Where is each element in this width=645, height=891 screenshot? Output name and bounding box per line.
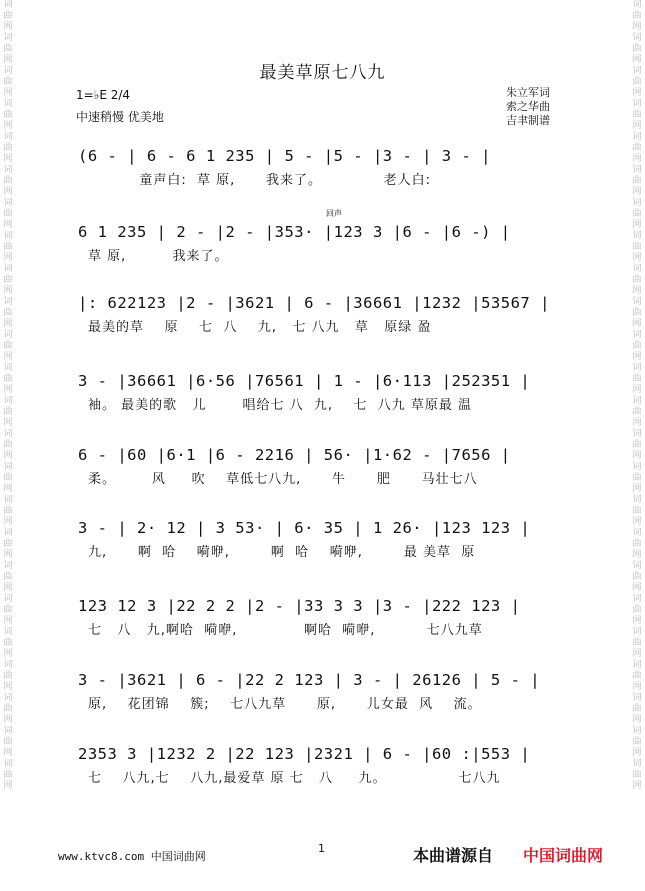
watermark-left: 词曲网词曲网词曲网词曲网词曲网词曲网词曲网词曲网词曲网词曲网词曲网词曲网词曲网词曲网词曲网词曲网词曲网词曲网词曲网词曲网词曲网词曲网词曲网词曲网: [3, 0, 13, 791]
lyricist-credit: 朱立军词: [506, 86, 550, 99]
notation-line: 6 1 235 | 2 - |2 - |353· |123 3 |6 - |6 -) |: [78, 223, 511, 241]
page-number: 1: [318, 842, 325, 855]
source-label: 本曲谱源自: [413, 846, 494, 865]
lyric-line: 原, 花团锦 簇; 七八九草 原, 儿女最 风 流。: [88, 697, 482, 712]
lyric-line: 草 原, 我来了。: [88, 249, 229, 264]
tempo-marking: 中速稍慢 优美地: [76, 110, 164, 124]
echo-cue: 回声: [326, 209, 342, 218]
lyric-line: 柔。 风 吹 草低七八九, 牛 肥 马壮七八: [88, 472, 478, 487]
brand-logo[interactable]: 中国词曲网: [523, 846, 604, 865]
song-title: 最美草原七八九: [259, 63, 386, 83]
notation-line: |: 622123 |2 - |3621 | 6 - |36661 |1232 |53567 |: [78, 294, 550, 312]
composer-credit: 索之华曲: [506, 100, 550, 113]
notation-line: 123 12 3 |22 2 2 |2 - |33 3 3 |3 - |222 123 |: [78, 597, 521, 615]
arranger-credit: 吉聿制谱: [506, 114, 550, 127]
watermark-right: 词曲网词曲网词曲网词曲网词曲网词曲网词曲网词曲网词曲网词曲网词曲网词曲网词曲网词曲网词曲网词曲网词曲网词曲网词曲网词曲网词曲网词曲网词曲网词曲网: [632, 0, 642, 791]
notation-line: 3 - |3621 | 6 - |22 2 123 | 3 - | 26126 | 5 - |: [78, 671, 541, 689]
lyric-line: 童声白: 草 原, 我来了。 老人白:: [88, 173, 431, 188]
lyric-line: 最美的草 原 七 八 九, 七 八九 草 原绿 盈: [88, 320, 432, 335]
key-signature: 1=♭E 2/4: [76, 88, 131, 102]
notation-line: 2353 3 |1232 2 |22 123 |2321 | 6 - |60 :|553 |: [78, 745, 531, 763]
notation-line: 6 - |60 |6·1 |6 - 2216 | 56· |1·62 - |7656 |: [78, 446, 511, 464]
website-link[interactable]: www.ktvc8.com 中国词曲网: [58, 850, 206, 863]
lyric-line: 袖。 最美的歌 儿 唱给七 八 九, 七 八九 草原最 温: [88, 398, 473, 413]
credits: [506, 86, 550, 128]
notation-line: (6 - | 6 - 6 1 235 | 5 - |5 - |3 - | 3 - |: [78, 147, 491, 165]
lyric-line: 九, 啊 哈 嗬咿, 啊 哈 嗬咿, 最 美草 原: [88, 545, 476, 560]
lyric-line: 七 八 九,啊哈 嗬咿, 啊哈 嗬咿, 七八九草: [88, 623, 483, 638]
notation-line: 3 - | 2· 12 | 3 53· | 6· 35 | 1 26· |123 123 |: [78, 519, 531, 537]
notation-line: 3 - |36661 |6·56 |76561 | 1 - |6·113 |252351 |: [78, 372, 531, 390]
lyric-line: 七 八九,七 八九,最爱草 原 七 八 九。 七八九: [88, 771, 501, 786]
